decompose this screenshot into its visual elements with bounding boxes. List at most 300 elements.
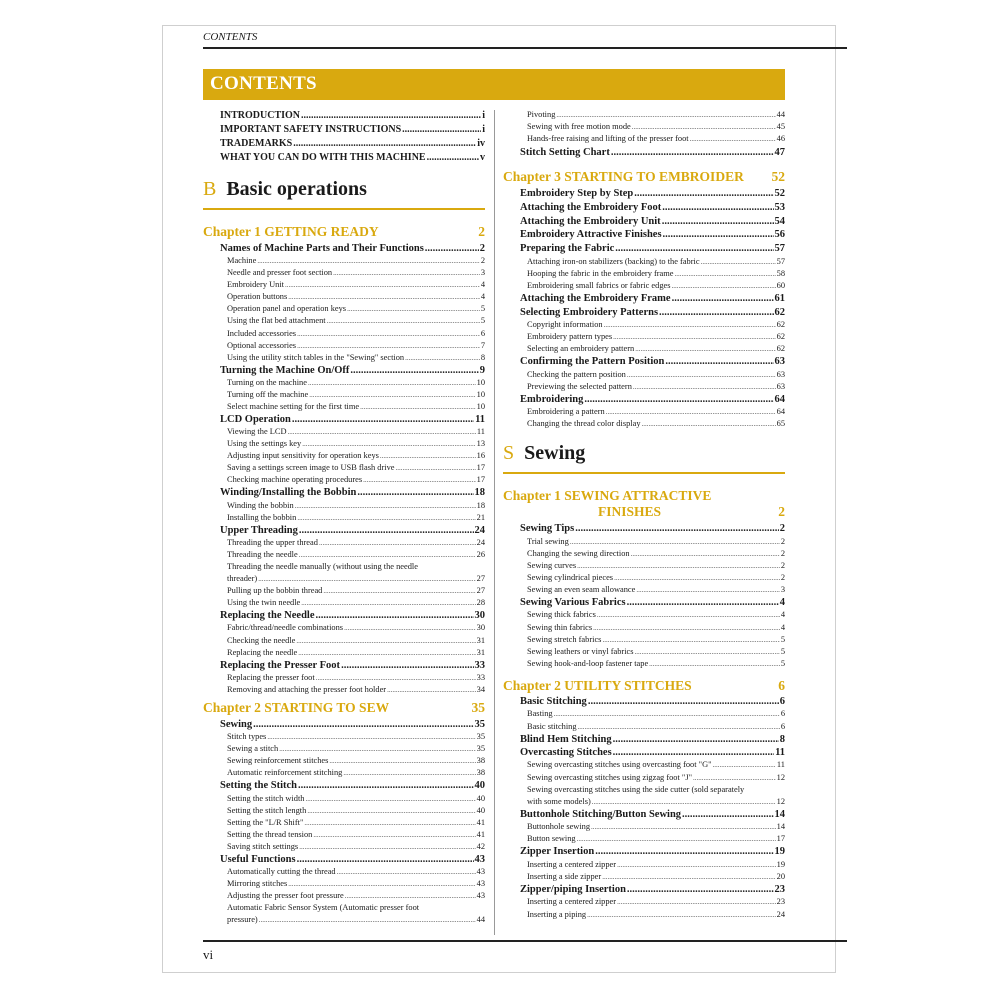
part-s-rule xyxy=(503,472,785,474)
entry-page-number: 43 xyxy=(474,853,485,865)
part-b-heading xyxy=(203,178,367,201)
entry-title: Embroidery Unit xyxy=(227,280,284,290)
toc-subentry[interactable] xyxy=(527,382,785,391)
entry-title: Inserting a piping xyxy=(527,909,587,919)
entry-page-number: 6 xyxy=(779,696,785,707)
toc-subentry[interactable] xyxy=(227,891,485,900)
dot-leader xyxy=(285,281,480,289)
entry-title: Sewing reinforcement stitches xyxy=(227,756,329,766)
entry-page-number: 11 xyxy=(775,747,785,758)
entry-page-number: 14 xyxy=(774,808,785,820)
entry-title: Sewing overcasting stitches using the side cutter (sold separately xyxy=(527,784,745,794)
toc-subentry[interactable] xyxy=(227,818,485,827)
toc-section-entry[interactable] xyxy=(520,147,785,158)
toc-subentry[interactable] xyxy=(527,585,785,594)
dot-leader xyxy=(344,624,476,632)
toc-subentry[interactable] xyxy=(227,256,485,265)
entry-title: Inserting a centered zipper xyxy=(527,859,617,869)
dot-leader xyxy=(713,761,776,769)
entry-title: Replacing the Needle xyxy=(220,610,315,622)
entry-page-number: 58 xyxy=(776,268,785,278)
entry-title: Saving stitch settings xyxy=(227,841,299,851)
toc-subentry[interactable] xyxy=(227,451,485,460)
dot-leader xyxy=(308,379,476,387)
toc-subentry[interactable] xyxy=(527,773,785,782)
entry-title: Attaching the Embroidery Frame xyxy=(520,292,671,304)
entry-title: Automatic Fabric Sensor System (Automatic presser foot xyxy=(227,903,420,913)
entry-title: Sewing curves xyxy=(527,560,577,570)
entry-title: Sewing leathers or vinyl fabrics xyxy=(527,646,634,656)
dot-leader xyxy=(627,884,774,895)
toc-subentry[interactable] xyxy=(227,329,485,338)
toc-subentry[interactable] xyxy=(227,501,485,510)
entry-title: Adjusting the presser foot pressure xyxy=(227,891,344,901)
intro-entry[interactable] xyxy=(220,124,485,135)
contents-title: CONTENTS xyxy=(210,73,317,94)
dot-leader xyxy=(302,440,475,448)
dot-leader xyxy=(690,135,776,143)
toc-subentry[interactable] xyxy=(527,573,785,582)
toc-subentry[interactable] xyxy=(527,834,785,843)
toc-section-entry[interactable] xyxy=(220,414,485,425)
dot-leader xyxy=(288,428,476,436)
entry-page-number: 2 xyxy=(479,243,485,254)
entry-title: TRADEMARKS xyxy=(220,138,293,149)
toc-subentry[interactable] xyxy=(527,281,785,290)
dot-leader xyxy=(613,747,774,758)
toc-subentry[interactable] xyxy=(227,648,485,657)
toc-subentry[interactable] xyxy=(527,635,785,644)
toc-subentry[interactable] xyxy=(527,320,785,329)
dot-leader xyxy=(350,365,478,376)
toc-subentry[interactable] xyxy=(227,867,485,876)
entry-page-number: 8 xyxy=(480,352,485,362)
toc-subentry[interactable] xyxy=(227,439,485,448)
entry-title: Turning the Machine On/Off xyxy=(220,364,350,376)
toc-section-entry[interactable] xyxy=(520,229,785,240)
dot-leader xyxy=(288,880,475,888)
entry-title: Attaching the Embroidery Unit xyxy=(520,215,661,227)
entry-page-number: 26 xyxy=(476,550,485,559)
entry-page-number: 10 xyxy=(476,377,485,387)
entry-title: Threading the upper thread xyxy=(227,537,318,547)
toc-subentry[interactable] xyxy=(227,268,485,277)
entry-page-number: 64 xyxy=(774,393,785,405)
dot-leader xyxy=(267,733,475,741)
entry-page-number: 24 xyxy=(776,909,785,919)
entry-page-number: 4 xyxy=(780,610,785,620)
toc-subentry[interactable] xyxy=(527,623,785,632)
dot-leader xyxy=(257,257,480,265)
toc-subentry[interactable] xyxy=(227,390,485,399)
toc-section-entry[interactable] xyxy=(520,523,785,534)
dot-leader xyxy=(627,371,776,379)
dot-leader xyxy=(588,696,779,707)
toc-subentry[interactable] xyxy=(527,257,785,266)
toc-subentry[interactable] xyxy=(227,304,485,313)
toc-section-entry[interactable] xyxy=(520,188,785,199)
entry-page-number: 7 xyxy=(480,340,485,350)
entry-title: Basic Stitching xyxy=(520,696,587,707)
entry-page-number: 41 xyxy=(476,829,485,839)
toc-subentry[interactable] xyxy=(227,744,485,753)
dot-leader xyxy=(309,391,475,399)
dot-leader xyxy=(693,774,776,782)
entry-page-number: 17 xyxy=(476,463,485,473)
entry-title: Basting xyxy=(527,709,553,719)
dot-leader xyxy=(570,538,780,546)
dot-leader xyxy=(343,769,475,777)
toc-subentry[interactable] xyxy=(227,427,485,436)
entry-title: Inserting a side zipper xyxy=(527,871,602,881)
entry-page-number: 45 xyxy=(776,122,785,132)
toc-section-entry[interactable] xyxy=(520,356,785,367)
dot-leader xyxy=(301,599,475,607)
entry-page-number: 6 xyxy=(480,328,485,338)
entry-page-number: 44 xyxy=(476,915,485,925)
toc-subentry[interactable] xyxy=(527,370,785,379)
toc-subentry[interactable] xyxy=(527,760,785,769)
dot-leader xyxy=(663,229,774,240)
dot-leader xyxy=(701,258,776,266)
toc-subentry[interactable] xyxy=(227,685,485,694)
toc-subentry[interactable] xyxy=(227,879,485,888)
entry-title: Removing and attaching the presser foot holder xyxy=(227,684,387,694)
chapter-heading[interactable] xyxy=(503,169,785,185)
entry-title: Basic stitching xyxy=(527,721,577,731)
toc-subentry[interactable] xyxy=(527,332,785,341)
chapter-heading[interactable] xyxy=(503,678,785,694)
toc-subentry[interactable] xyxy=(527,407,785,416)
dot-leader xyxy=(299,843,475,851)
toc-section-entry[interactable] xyxy=(520,243,785,254)
dot-leader xyxy=(316,610,474,621)
toc-subentry[interactable] xyxy=(527,122,785,131)
entry-title: Zipper/piping Insertion xyxy=(520,884,626,895)
toc-subentry[interactable] xyxy=(227,378,485,387)
dot-leader xyxy=(604,321,776,329)
dot-leader xyxy=(295,502,476,510)
entry-page-number: 4 xyxy=(480,292,485,302)
toc-subentry[interactable] xyxy=(227,673,485,682)
chapter-heading[interactable] xyxy=(203,224,485,240)
toc-subentry[interactable] xyxy=(527,860,785,869)
dot-leader xyxy=(319,539,476,547)
entry-title: Sewing cylindrical pieces xyxy=(527,572,614,582)
entry-title: Optional accessories xyxy=(227,340,297,350)
toc-section-entry[interactable] xyxy=(220,525,485,536)
toc-subentry[interactable] xyxy=(227,756,485,765)
entry-page-number: 5 xyxy=(780,634,785,644)
entry-title: Copyright information xyxy=(527,320,603,330)
chapter-heading[interactable] xyxy=(503,488,785,504)
toc-section-entry[interactable] xyxy=(220,854,485,865)
toc-subentry[interactable] xyxy=(527,537,785,546)
entry-title: Automatic reinforcement stitching xyxy=(227,768,343,778)
toc-subentry[interactable] xyxy=(227,623,485,632)
entry-title: Sewing Various Fabrics xyxy=(520,596,626,608)
dot-leader xyxy=(307,807,475,815)
toc-subentry[interactable] xyxy=(527,872,785,881)
dot-leader xyxy=(613,734,779,745)
entry-page-number: v xyxy=(480,152,485,163)
chapter-label: Chapter 1 SEWING ATTRACTIVE xyxy=(503,488,712,503)
dot-leader xyxy=(380,452,476,460)
entry-title: Replacing the Presser Foot xyxy=(220,659,341,671)
dot-leader xyxy=(578,723,780,731)
toc-section-entry[interactable] xyxy=(520,884,785,895)
entry-page-number: 20 xyxy=(776,871,785,881)
entry-page-number: 27 xyxy=(476,586,485,596)
dot-leader xyxy=(642,420,776,428)
toc-subentry[interactable] xyxy=(227,574,485,583)
toc-subentry[interactable] xyxy=(227,830,485,839)
dot-leader xyxy=(631,550,780,558)
part-s-heading xyxy=(503,442,585,465)
toc-subentry[interactable] xyxy=(527,110,785,119)
dot-leader xyxy=(556,111,775,119)
toc-section-entry[interactable] xyxy=(520,734,785,745)
entry-page-number: 30 xyxy=(476,623,485,633)
toc-section-entry[interactable] xyxy=(220,365,485,376)
dot-leader xyxy=(329,757,475,765)
entry-title: Zipper Insertion xyxy=(520,846,595,858)
entry-page-number: iv xyxy=(477,138,485,149)
entry-page-number: 46 xyxy=(776,134,785,144)
dot-leader xyxy=(279,745,475,753)
page-number: vi xyxy=(203,947,214,962)
entry-page-number: 11 xyxy=(776,760,785,770)
column-divider xyxy=(494,110,495,935)
toc-subentry[interactable] xyxy=(227,598,485,607)
toc-subentry[interactable] xyxy=(227,903,485,912)
toc-subentry[interactable] xyxy=(527,797,785,806)
toc-subentry[interactable] xyxy=(227,538,485,547)
toc-subentry[interactable] xyxy=(227,280,485,289)
dot-leader xyxy=(665,356,773,367)
toc-section-entry[interactable] xyxy=(520,216,785,227)
entry-page-number: 53 xyxy=(774,201,785,213)
chapter-label: Chapter 2 STARTING TO SEW xyxy=(203,700,390,715)
toc-subentry[interactable] xyxy=(227,794,485,803)
entry-title: Changing the thread color display xyxy=(527,419,641,429)
entry-page-number: 35 xyxy=(474,719,485,730)
entry-page-number: 63 xyxy=(776,369,785,379)
dot-leader xyxy=(662,216,774,227)
toc-section-entry[interactable] xyxy=(520,394,785,405)
entry-title: LCD Operation xyxy=(220,414,291,425)
entry-page-number: 3 xyxy=(780,584,785,594)
toc-section-entry[interactable] xyxy=(220,487,485,498)
dot-leader xyxy=(297,854,474,865)
entry-title: Sewing stretch fabrics xyxy=(527,634,602,644)
toc-subentry[interactable] xyxy=(527,269,785,278)
toc-subentry[interactable] xyxy=(227,586,485,595)
dot-leader xyxy=(649,660,780,668)
toc-section-entry[interactable] xyxy=(220,660,485,671)
entry-title: Trial sewing xyxy=(527,536,569,546)
entry-title: Embroidering small fabrics or fabric edges xyxy=(527,280,671,290)
toc-section-entry[interactable] xyxy=(220,719,485,730)
toc-subentry[interactable] xyxy=(527,722,785,731)
entry-page-number: 47 xyxy=(774,146,785,158)
entry-page-number: 63 xyxy=(776,381,785,391)
toc-section-entry[interactable] xyxy=(520,846,785,857)
dot-leader xyxy=(634,188,773,199)
toc-subentry[interactable] xyxy=(527,822,785,831)
entry-title: Mirroring stitches xyxy=(227,879,288,889)
toc-subentry[interactable] xyxy=(227,842,485,851)
entry-page-number: 65 xyxy=(776,419,785,429)
entry-page-number: 38 xyxy=(476,756,485,766)
chapter-heading[interactable] xyxy=(203,700,485,716)
toc-subentry[interactable] xyxy=(527,647,785,656)
running-head: CONTENTS xyxy=(203,31,258,43)
toc-subentry[interactable] xyxy=(227,353,485,362)
intro-entry[interactable] xyxy=(220,138,485,149)
toc-section-entry[interactable] xyxy=(220,610,485,621)
dot-leader xyxy=(293,138,476,149)
chapter-heading-cont[interactable] xyxy=(503,504,785,520)
part-b-title: Basic operations xyxy=(226,178,367,200)
dot-leader xyxy=(405,354,480,362)
toc-subentry[interactable] xyxy=(227,513,485,522)
part-b-rule xyxy=(203,208,485,210)
toc-subentry[interactable] xyxy=(227,768,485,777)
intro-entry[interactable] xyxy=(220,152,485,163)
toc-section-entry[interactable] xyxy=(220,243,485,254)
header-rule xyxy=(203,47,847,49)
toc-subentry[interactable] xyxy=(227,806,485,815)
entry-page-number: 12 xyxy=(776,796,785,806)
toc-subentry[interactable] xyxy=(227,475,485,484)
entry-title: Setting the thread tension xyxy=(227,829,313,839)
toc-subentry[interactable] xyxy=(227,550,485,559)
toc-subentry[interactable] xyxy=(527,344,785,353)
dot-leader xyxy=(427,152,479,163)
toc-subentry[interactable] xyxy=(227,341,485,350)
toc-subentry[interactable] xyxy=(227,292,485,301)
entry-title: Embroidering xyxy=(520,393,584,405)
entry-title: WHAT YOU CAN DO WITH THIS MACHINE xyxy=(220,152,426,163)
entry-title: Blind Hem Stitching xyxy=(520,733,612,745)
toc-section-entry[interactable] xyxy=(520,307,785,318)
dot-leader xyxy=(662,202,773,213)
toc-subentry[interactable] xyxy=(527,549,785,558)
toc-subentry[interactable] xyxy=(527,785,785,794)
dot-leader xyxy=(288,293,480,301)
entry-title: Names of Machine Parts and Their Functions xyxy=(220,243,424,254)
entry-page-number: 18 xyxy=(476,500,485,510)
dot-leader xyxy=(636,586,779,594)
toc-subentry[interactable] xyxy=(227,402,485,411)
entry-title: Embroidery pattern types xyxy=(527,332,613,342)
dot-leader xyxy=(327,317,480,325)
dot-leader xyxy=(682,809,773,820)
toc-section-entry[interactable] xyxy=(520,809,785,820)
toc-subentry[interactable] xyxy=(227,732,485,741)
entry-page-number: 9 xyxy=(479,364,485,376)
intro-entry[interactable] xyxy=(220,110,485,121)
entry-page-number: 41 xyxy=(476,817,485,827)
entry-page-number: 11 xyxy=(476,427,485,437)
toc-section-entry[interactable] xyxy=(220,780,485,791)
entry-page-number: 34 xyxy=(476,684,485,694)
dot-leader xyxy=(602,636,779,644)
entry-page-number: 63 xyxy=(774,356,785,367)
entry-page-number: 57 xyxy=(774,243,785,255)
toc-section-entry[interactable] xyxy=(520,597,785,608)
entry-page-number: 5 xyxy=(780,658,785,668)
toc-subentry[interactable] xyxy=(527,561,785,570)
entry-title: Installing the bobbin xyxy=(227,512,297,522)
entry-title: Buttonhole Stitching/Button Sewing xyxy=(520,808,682,820)
toc-section-entry[interactable] xyxy=(520,293,785,304)
toc-subentry[interactable] xyxy=(227,562,485,571)
toc-subentry[interactable] xyxy=(227,316,485,325)
entry-page-number: 40 xyxy=(476,805,485,815)
entry-title: Using the settings key xyxy=(227,439,302,449)
toc-subentry[interactable] xyxy=(527,659,785,668)
entry-title: Sewing xyxy=(220,719,253,730)
dot-leader xyxy=(304,819,475,827)
entry-page-number: 57 xyxy=(776,257,785,266)
toc-subentry[interactable] xyxy=(227,915,485,924)
entry-title: Hooping the fabric in the embroidery frame xyxy=(527,268,674,278)
entry-page-number: 5 xyxy=(780,646,785,656)
dot-leader xyxy=(297,330,480,338)
toc-subentry[interactable] xyxy=(227,636,485,645)
entry-page-number: 62 xyxy=(776,320,785,330)
entry-page-number: 17 xyxy=(776,834,785,844)
toc-section-entry[interactable] xyxy=(520,202,785,213)
dot-leader xyxy=(614,574,780,582)
entry-title: Turning off the machine xyxy=(227,389,309,399)
entry-page-number: 40 xyxy=(474,780,485,792)
entry-page-number: 54 xyxy=(774,215,785,227)
dot-leader xyxy=(296,637,475,645)
entry-title: Stitch Setting Chart xyxy=(520,146,610,158)
entry-page-number: 12 xyxy=(776,772,785,782)
dot-leader xyxy=(292,414,474,425)
dot-leader xyxy=(627,597,779,608)
dot-leader xyxy=(595,846,773,857)
entry-title: Turning on the machine xyxy=(227,377,307,387)
dot-leader xyxy=(591,823,776,831)
toc-subentry[interactable] xyxy=(527,419,785,428)
toc-subentry[interactable] xyxy=(527,610,785,619)
toc-subentry[interactable] xyxy=(527,910,785,919)
dot-leader xyxy=(611,147,774,158)
entry-page-number: 35 xyxy=(476,732,485,742)
entry-page-number: 31 xyxy=(476,647,485,657)
toc-section-entry[interactable] xyxy=(520,696,785,707)
entry-page-number: 33 xyxy=(474,659,485,671)
toc-section-entry[interactable] xyxy=(520,747,785,758)
toc-subentry[interactable] xyxy=(527,134,785,143)
entry-title: Machine xyxy=(227,256,257,266)
entry-page-number: 11 xyxy=(475,414,485,425)
entry-page-number: 16 xyxy=(476,451,485,461)
entry-title: Automatically cutting the thread xyxy=(227,867,336,877)
toc-subentry[interactable] xyxy=(527,709,785,718)
entry-title: Pivoting xyxy=(527,110,556,119)
toc-subentry[interactable] xyxy=(527,897,785,906)
toc-subentry[interactable] xyxy=(227,463,485,472)
entry-title: Hands-free raising and lifting of the presser foot xyxy=(527,134,689,144)
dot-leader xyxy=(597,611,780,619)
entry-title: Winding the bobbin xyxy=(227,500,294,510)
